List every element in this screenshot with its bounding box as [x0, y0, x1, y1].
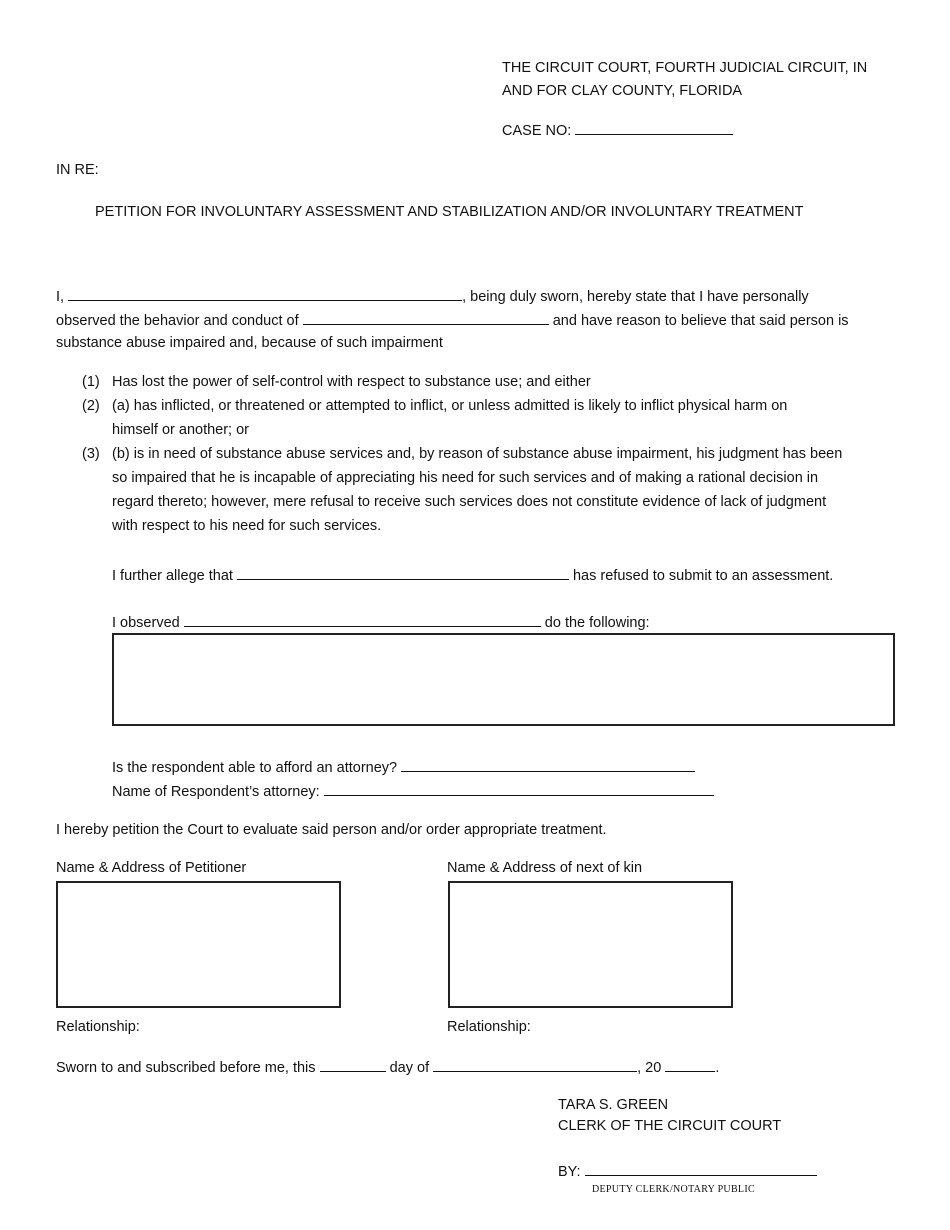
afford-attorney-field[interactable]	[401, 758, 695, 772]
by-label: BY:	[558, 1164, 581, 1180]
case-number-field[interactable]	[575, 121, 733, 135]
next-of-kin-relationship-label: Relationship:	[447, 1019, 531, 1035]
sworn-row	[56, 1058, 719, 1076]
list-item	[82, 398, 787, 414]
sworn-month-field[interactable]	[433, 1058, 637, 1072]
petitioner-label: Name & Address of Petitioner	[56, 860, 247, 876]
afford-attorney-label: Is the respondent able to afford an attorney?	[112, 760, 398, 776]
list-item-number: (3)	[82, 446, 100, 462]
afford-attorney-row	[112, 758, 695, 776]
observed-behavior-box[interactable]	[112, 633, 895, 726]
petition-statement: I hereby petition the Court to evaluate said person and/or order appropriate treatment.	[56, 822, 607, 838]
sworn-day-of: day of	[389, 1060, 430, 1076]
observed-text: observed the behavior and conduct of	[56, 313, 299, 329]
signature-row	[558, 1162, 817, 1180]
intro-line3: substance abuse impaired and, because of such impairment	[56, 335, 443, 351]
page-title: PETITION FOR INVOLUNTARY ASSESSMENT AND STABILIZATION AND/OR INVOLUNTARY TREATMENT	[95, 204, 804, 220]
court-name-line1: THE CIRCUIT COURT, FOURTH JUDICIAL CIRCUIT, IN	[502, 60, 868, 76]
list-item	[82, 446, 842, 462]
sworn-year-field[interactable]	[665, 1058, 715, 1072]
attorney-name-field[interactable]	[324, 782, 714, 796]
list-item-text: (a) has inflicted, or threatened or attempted to inflict, or unless admitted is likely to inflict physical harm on	[112, 398, 788, 414]
allege-prefix: I further allege that	[112, 568, 233, 584]
court-name-line2: AND FOR CLAY COUNTY, FLORIDA	[502, 83, 743, 99]
petitioner-relationship-label: Relationship:	[56, 1019, 140, 1035]
next-of-kin-label: Name & Address of next of kin	[447, 860, 643, 876]
sworn-day-field[interactable]	[320, 1058, 386, 1072]
allege-name-field[interactable]	[237, 566, 569, 580]
observed-name-field[interactable]	[184, 613, 541, 627]
observed-row	[112, 613, 650, 631]
list-item-continuation: himself or another; or	[112, 422, 250, 438]
sworn-year-prefix: , 20	[637, 1060, 662, 1076]
signature-caption: DEPUTY CLERK/NOTARY PUBLIC	[592, 1184, 755, 1195]
allege-suffix: has refused to submit to an assessment.	[572, 568, 834, 584]
respondent-name-field[interactable]	[303, 311, 549, 325]
in-re-label: IN RE:	[56, 162, 99, 178]
list-item-continuation: with respect to his need for such services.	[112, 518, 382, 534]
petitioner-address-box[interactable]	[56, 881, 341, 1008]
reason-text: and have reason to believe that said person is	[552, 313, 849, 329]
sworn-end: .	[715, 1060, 720, 1076]
next-of-kin-address-box[interactable]	[448, 881, 733, 1008]
list-item-number: (2)	[82, 398, 100, 414]
i-label: I,	[56, 289, 65, 305]
attorney-name-row	[112, 782, 714, 800]
signature-field[interactable]	[585, 1162, 817, 1176]
list-item-continuation: regard thereto; however, mere refusal to receive such services does not constitute evidence of lack of judgment	[112, 494, 827, 510]
case-number-label: CASE NO:	[502, 123, 572, 139]
observed-prefix: I observed	[112, 615, 180, 631]
list-item-text: Has lost the power of self-control with respect to substance use; and either	[112, 374, 591, 390]
petitioner-name-field[interactable]	[68, 287, 462, 301]
clerk-name: TARA S. GREEN	[558, 1097, 669, 1113]
list-item	[82, 374, 591, 390]
sworn-prefix: Sworn to and subscribed before me, this	[56, 1060, 316, 1076]
list-item-continuation: so impaired that he is incapable of appreciating his need for such services and of making a rational decision in	[112, 470, 819, 486]
sworn-text: , being duly sworn, hereby state that I have personally	[462, 289, 809, 305]
intro-line2	[56, 311, 849, 329]
observed-suffix: do the following:	[544, 615, 650, 631]
allege-row	[112, 566, 833, 584]
list-item-text: (b) is in need of substance abuse services and, by reason of substance abuse impairment, his judgment has been	[112, 446, 843, 462]
case-number-row	[502, 121, 733, 139]
attorney-name-label: Name of Respondent’s attorney:	[112, 784, 320, 800]
list-item-number: (1)	[82, 374, 100, 390]
clerk-title: CLERK OF THE CIRCUIT COURT	[558, 1118, 782, 1134]
intro-line1	[56, 287, 809, 305]
